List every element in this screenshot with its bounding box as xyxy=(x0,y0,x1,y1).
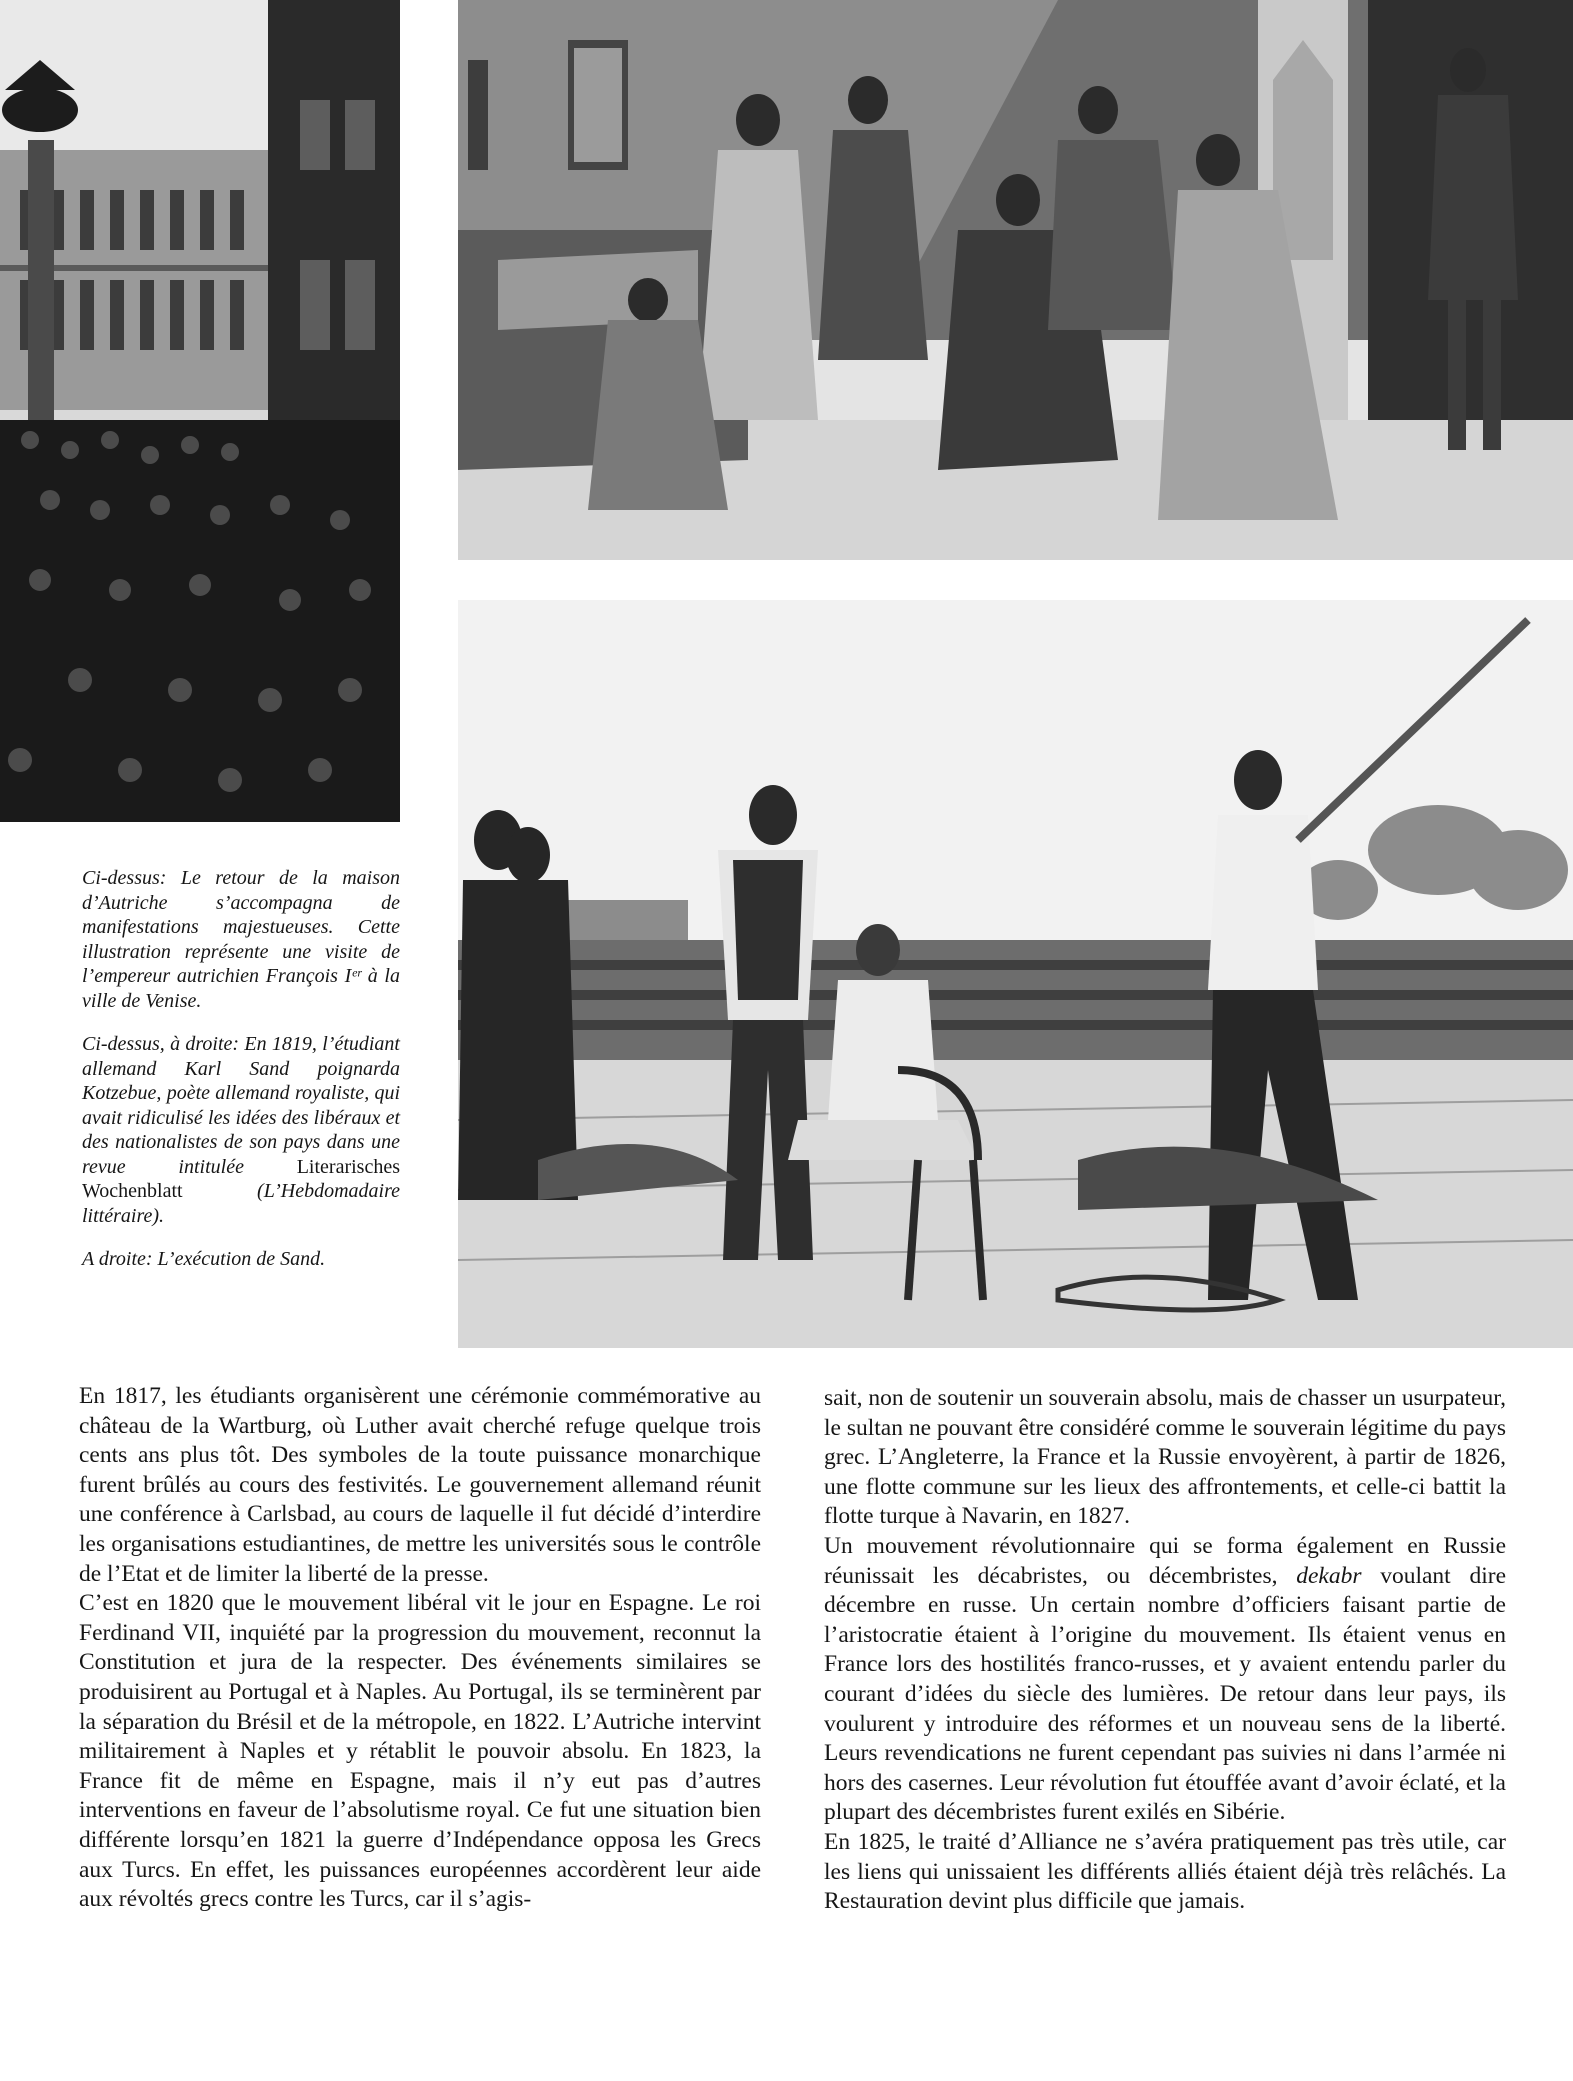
sand-execution-illustration xyxy=(458,600,1573,1348)
kotzebue-assassination-illustration xyxy=(458,0,1573,560)
body-column-right xyxy=(824,1384,1506,1917)
body-column-left xyxy=(79,1382,761,1915)
captions-block xyxy=(82,866,400,1291)
decembrists-text-cont: voulant dire décembre en russe. Un certain nombre d’officiers faisant partie de l’aristocratie étaient à l’origine du mouvement. Ils étaient venus en France lors des hostilités franco-russes, et y avaient entendu parler du courant d’idées du siècle des lumières. De retour dans leur pays, ils voulurent y introduire des réformes et un nouveau sens de la liberté. Leurs revendications ne furent cependant pas suivies ni dans l’armée ni hors des casernes. Leur révolution fut étouffée avant d’avoir éclaté, et la plupart des décembristes furent exilés en Sibérie. xyxy=(824,1562,1506,1826)
paragraph-wartburg: En 1817, les étudiants organisèrent une cérémonie commémorative au château de la Wartburg, où Luther avait cherché refuge quelque trois cents ans plus tôt. Des symboles de la toute puissance monarchique furent brûlés au cours des festivités. Le gouvernement allemand réunit une conférence à Carlsbad, au cours de laquelle il fut décidé d’interdire les organisations estudiantines, de mettre les universités sous le contrôle de l’Etat et de limiter la liberté de la presse. xyxy=(79,1383,761,1587)
decembrists-text: Un mouvement révolutionnaire qui se forma également en Russie réunissait les décabristes, ou décembristes, xyxy=(824,1532,1506,1589)
caption-venice: Ci-dessus: Le retour de la maison d’Autriche s’accompagna de manifestations majestueuses. Cette illustration représente une visite de l’empereur autrichien François Iᵉʳ à la ville de Venise. xyxy=(82,867,400,1012)
dekabr-term: dekabr xyxy=(1296,1562,1362,1589)
caption-kotzebue xyxy=(82,1032,400,1228)
paragraph-decembrists xyxy=(824,1532,1506,1828)
caption-journal-title: Literarisches Wochenblatt xyxy=(82,1155,400,1202)
venice-procession-illustration xyxy=(0,0,400,822)
paragraph-spain-greece: C’est en 1820 que le mouvement libéral vit le jour en Espagne. Le roi Ferdinand VII, inquiété par la progression du mouvement, reconnut la Constitution et jura de la respecter. Des événements similaires se produisirent au Portugal et à Naples. Au Portugal, ils se terminèrent par la séparation du Brésil et de la métropole, en 1822. L’Autriche intervint militairement à Naples et y rétablit le pouvoir absolu. En 1823, la France fit de même en Espagne, mais il n’y eut pas d’autres interventions en faveur de l’absolutisme royal. Ce fut une situation bien différente lorsqu’en 1821 la guerre d’Indépendance opposa les Grecs aux Turcs. En effet, les puissances européennes accordèrent leur aide aux révoltés grecs contre les Turcs, car il s’agis- xyxy=(79,1590,761,1913)
caption-journal-translation: (L’Hebdomadaire littéraire). xyxy=(82,1180,400,1227)
caption-kotzebue-text: Ci-dessus, à droite: En 1819, l’étudiant allemand Karl Sand poignarda Kotzebue, poète allemand royaliste, qui avait ridiculisé les idées des libéraux et des nationalistes de son pays dans une revue intitulée xyxy=(82,1033,400,1178)
paragraph-alliance: En 1825, le traité d’Alliance ne s’avéra pratiquement pas très utile, car les liens qui unissaient les différents alliés étaient déjà très relâchés. La Restauration devint plus difficile que jamais. xyxy=(824,1828,1506,1915)
caption-execution: A droite: L’exécution de Sand. xyxy=(82,1248,326,1270)
paragraph-navarin: sait, non de soutenir un souverain absolu, mais de chasser un usurpateur, le sultan ne pouvant être considéré comme le souverain légitime du pays grec. L’Angleterre, la France et la Russie envoyèrent, à partir de 1826, une flotte commune sur les lieux des affrontements, et celle-ci battit la flotte turque à Navarin, en 1827. xyxy=(824,1385,1506,1530)
